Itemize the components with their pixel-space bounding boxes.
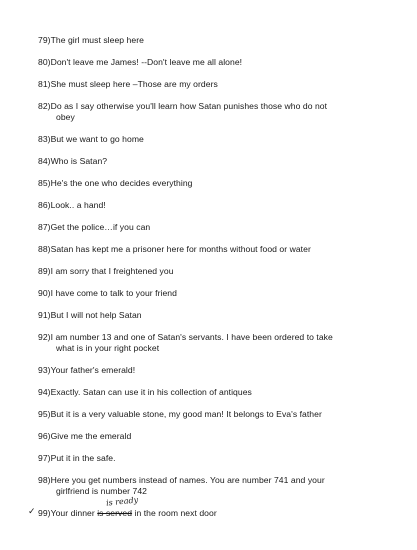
script-line-92 [38,332,333,354]
script-line-83 [38,134,144,145]
script-line-80 [38,57,242,68]
line-text: 93)Your father's emerald! [38,365,136,375]
script-line-87 [38,222,150,233]
line-text: 81)She must sleep here –Those are my orders [38,79,218,89]
line-text: 88)Satan has kept me a prisoner here for months without food or water [38,244,311,254]
script-line-95 [38,409,322,420]
script-line-88 [38,244,311,255]
line-text: 95)But it is a very valuable stone, my good man! It belongs to Eva's father [38,409,322,419]
script-line-97 [38,453,116,464]
script-line-85 [38,178,193,189]
script-line-96 [38,431,131,442]
line-continuation: obey [56,112,75,122]
line-text: 89)I am sorry that I freightened you [38,266,174,276]
script-line-79 [38,35,144,46]
line-continuation: what is in your right pocket [56,343,160,353]
line-text: 85)He's the one who decides everything [38,178,193,188]
line-text: 90)I have come to talk to your friend [38,288,177,298]
line-text: 91)But I will not help Satan [38,310,142,320]
line-text-suffix: in the room next door [132,508,217,518]
line-text: 82)Do as I say otherwise you'll learn how Satan punishes those who do not [38,101,328,111]
script-line-93 [38,365,135,376]
line-text: 96)Give me the emerald [38,431,132,441]
script-line-98 [38,475,325,497]
line-text: 84)Who is Satan? [38,156,108,166]
line-text: 94)Exactly. Satan can use it in his collection of antiques [38,387,252,397]
script-line-86 [38,200,106,211]
struck-text: is served [97,508,133,518]
line-text: 79)The girl must sleep here [38,35,144,45]
line-text: 98)Here you get numbers instead of names. You are number 741 and your [38,475,325,485]
script-line-82 [38,101,327,123]
line-text: 86)Look.. a hand! [38,200,106,210]
script-line-94 [38,387,252,398]
line-text: 92)I am number 13 and one of Satan's servants. I have been ordered to take [38,332,333,342]
line-text: 97)Put it in the safe. [38,453,116,463]
handwritten-correction: is ready [105,495,139,508]
script-line-89 [38,266,174,277]
script-line-91 [38,310,142,321]
line-text: 83)But we want to go home [38,134,144,144]
script-line-84 [38,156,107,167]
script-line-90 [38,288,177,299]
line-text: 80)Don't leave me James! --Don't leave me all alone! [38,57,243,67]
script-line-81 [38,79,218,90]
check-mark-icon: ✓ [28,507,36,517]
script-line-99 [38,508,217,519]
line-continuation: girlfriend is number 742 [56,486,148,496]
line-text-prefix: 99)Your dinner [38,508,98,518]
line-text: 87)Get the police…if you can [38,222,151,232]
